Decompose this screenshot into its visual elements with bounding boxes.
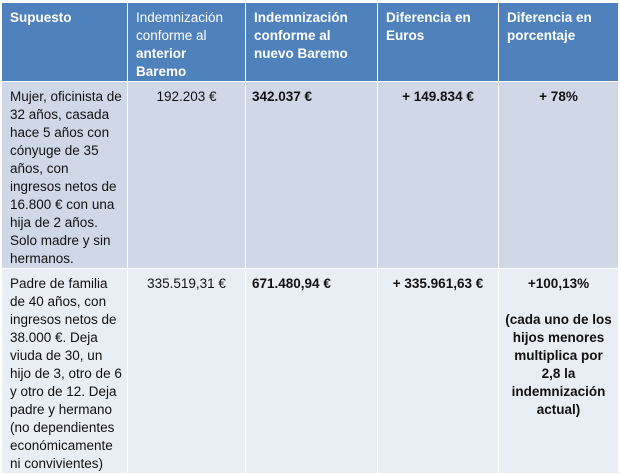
- cell-nuevo: 342.037 €: [246, 82, 378, 269]
- header-diferencia-porcentaje: Diferencia en porcentaje: [499, 3, 619, 82]
- spacer: [505, 293, 612, 311]
- cell-supuesto: Padre de familia de 40 años, con ingresos netos de 38.000 €. Deja viuda de 30, un hijo de 3, otro de 6 y otro de 12. Deja padre y hermano (no dependientes económicamente ni convivientes): [2, 269, 128, 474]
- pct-note: (cada uno de los hijos menores multiplica por 2,8 la indemnización actual): [505, 312, 612, 417]
- cell-nuevo: 671.480,94 €: [246, 269, 378, 474]
- cell-anterior: 335.519,31 €: [128, 269, 246, 474]
- table-row: [2, 269, 619, 474]
- cell-anterior: 192.203 €: [128, 82, 246, 269]
- header-anterior-line3: anterior Baremo: [136, 46, 187, 79]
- cell-diferencia-euros: + 335.961,63 €: [378, 269, 499, 474]
- header-anterior-line1: Indemnización: [136, 10, 224, 25]
- cell-supuesto: Mujer, oficinista de 32 años, casada hace 5 años con cónyuge de 35 años, con ingresos netos de 16.800 € con una hija de 2 años. Solo madre y sin hermanos.: [2, 82, 128, 269]
- table-row: [2, 82, 619, 269]
- header-row: [2, 3, 619, 82]
- cell-diferencia-euros: + 149.834 €: [378, 82, 499, 269]
- header-anterior-baremo: [128, 3, 246, 82]
- header-diferencia-euros: Diferencia en Euros: [378, 3, 499, 82]
- cell-diferencia-porcentaje: [499, 269, 619, 474]
- header-anterior-line2: conforme al: [136, 28, 207, 43]
- indemnity-comparison-table: [1, 2, 619, 474]
- pct-value: +100,13%: [527, 276, 590, 291]
- header-supuesto: Supuesto: [2, 3, 128, 82]
- cell-diferencia-porcentaje: + 78%: [499, 82, 619, 269]
- header-nuevo-baremo: Indemnización conforme al nuevo Baremo: [246, 3, 378, 82]
